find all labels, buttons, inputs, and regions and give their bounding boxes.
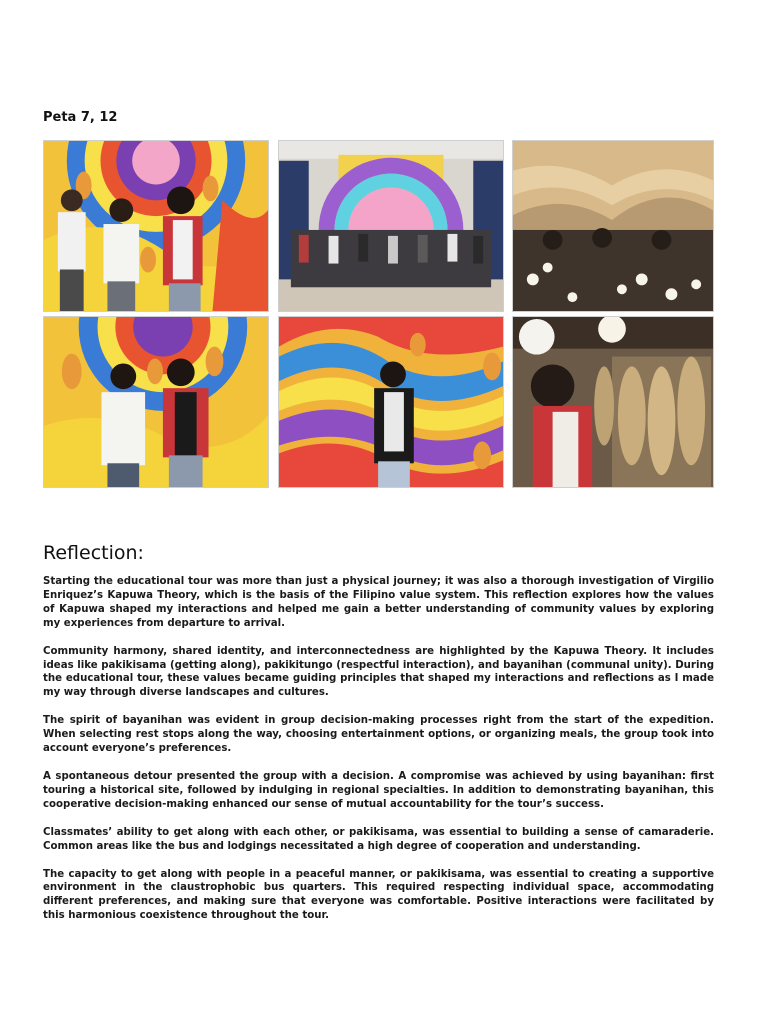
reflection-body <box>43 575 714 937</box>
photo-student-swirl-mural <box>278 316 504 488</box>
photo-woven-installation <box>512 316 714 488</box>
photo-group-stage <box>278 140 504 312</box>
photo-students-mural <box>43 140 269 312</box>
photo-students-mangoes <box>43 316 269 488</box>
reflection-paragraph: The spirit of bayanihan was evident in group decision-making processes right from the start of the expedition. When selecting rest stops along the way, choosing entertainment options, or organizing meals, the group took into account everyone’s preferences. <box>43 715 714 755</box>
reflection-paragraph: Classmates’ ability to get along with each other, or pakikisama, was essential to building a sense of camaraderie. Common areas like the bus and lodgings necessitated a high degree of cooperation and understanding. <box>43 826 714 852</box>
reflection-paragraph: Community harmony, shared identity, and interconnectedness are highlighted by the Kapuwa Theory. It includes ideas like pakikisama (getting along), pakikitungo (respectful interaction), and bayanihan (communal unity). During the educational tour, these values became guiding principles that shaped my interactions and reflections as I made my way through diverse landscapes and cultures. <box>43 645 714 699</box>
reflection-paragraph: The capacity to get along with people in a peaceful manner, or pakikisama, was essential to creating a supportive environment in the claustrophobic bus quarters. This required respecting individual space, accommodating different preferences, and making sure that everyone was comfortable. Positive interactions were facilitated by this harmonious coexistence throughout the tour. <box>43 868 714 922</box>
reflection-paragraph: A spontaneous detour presented the group with a decision. A compromise was achieved by using bayanihan: first touring a historical site, followed by indulging in regional specialties. In addition to demonstrating bayanihan, this cooperative decision-making enhanced our sense of mutual accountability for the tour’s success. <box>43 770 714 810</box>
page-header: Peta 7, 12 <box>43 110 118 125</box>
reflection-title: Reflection: <box>43 542 144 564</box>
reflection-paragraph: Starting the educational tour was more than just a physical journey; it was also a thorough investigation of Virgilio Enriquez’s Kapuwa Theory, which is the basis of the Filipino value system. This reflection explores how the values of Kapuwa shaped my interactions and helped me gain a better understanding of community values by exploring my experiences from departure to arrival. <box>43 576 714 629</box>
photo-draped-ceiling <box>512 140 714 312</box>
